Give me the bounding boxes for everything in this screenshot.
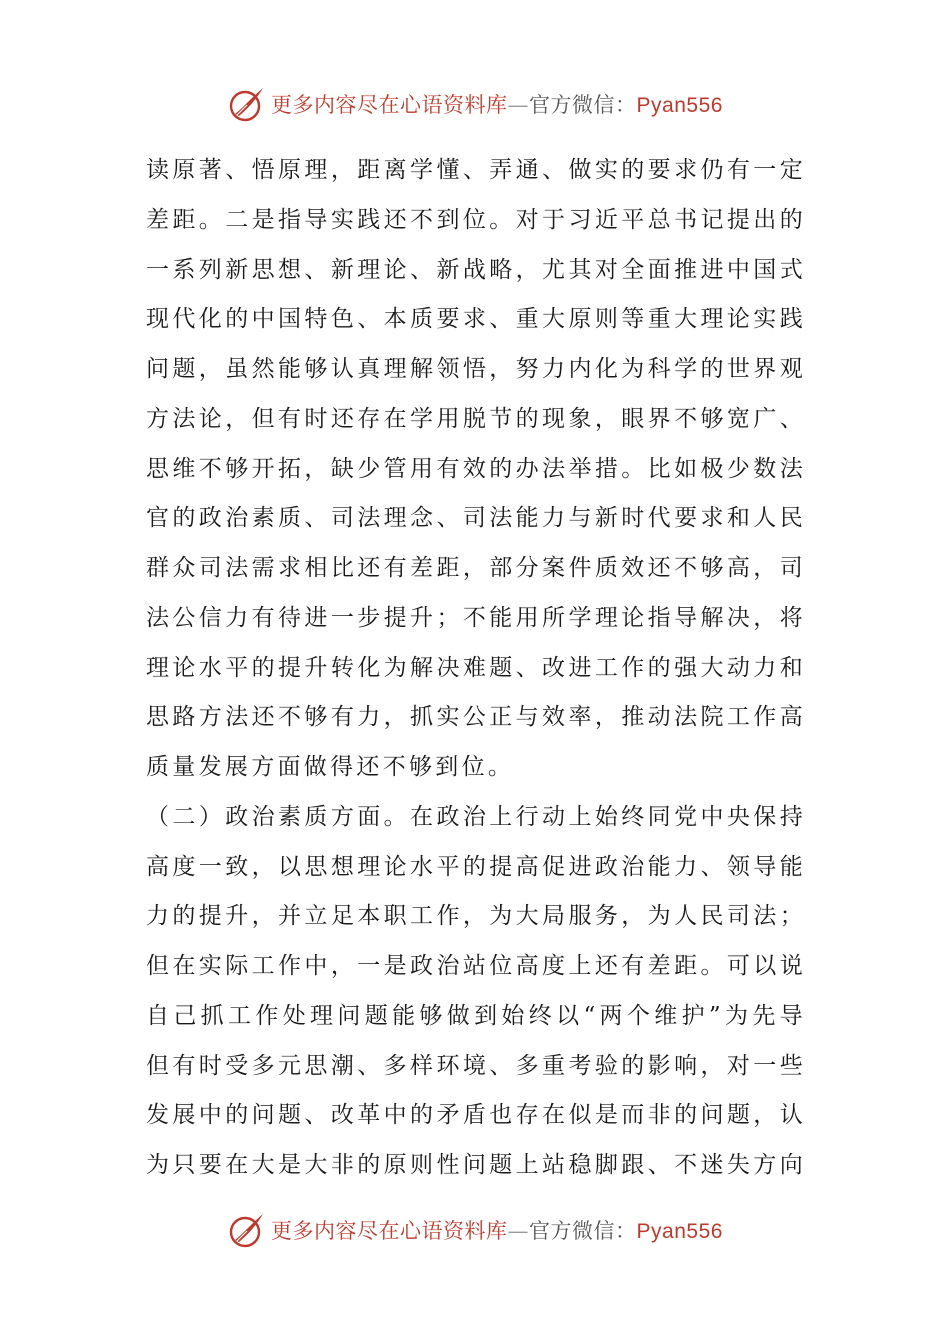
body-line: 差距。二是指导实践还不到位。对于习近平总书记提出的 xyxy=(146,206,806,233)
body-line: 官的政治素质、司法理念、司法能力与新时代要求和人民 xyxy=(146,505,806,532)
body-line: 理论水平的提升转化为解决难题、改进工作的强大动力和 xyxy=(146,654,806,681)
body-line: 高度一致，以思想理论水平的提高促进政治能力、领导能 xyxy=(146,853,806,880)
section-heading-line: （二）政治素质方面。在政治上行动上始终同党中央保持 xyxy=(146,803,806,830)
banner-dash: — xyxy=(507,93,530,117)
wechat-id: Pyan556 xyxy=(636,94,723,117)
brand-text: 更多内容尽在心语资料库 xyxy=(271,93,508,117)
header-banner-text xyxy=(271,89,723,119)
body-line: 读原著、悟原理，距离学懂、弄通、做实的要求仍有一定 xyxy=(146,157,806,183)
quill-pen-circle-icon xyxy=(227,84,267,124)
body-line: 群众司法需求相比还有差距，部分案件质效还不够高，司 xyxy=(146,555,806,581)
footer-banner xyxy=(0,1208,950,1252)
brand-text: 更多内容尽在心语资料库 xyxy=(271,1219,508,1243)
official-wechat-label: 官方微信： xyxy=(529,1219,637,1243)
body-line: 力的提升，并立足本职工作，为大局服务，为人民司法； xyxy=(146,903,806,930)
body-line: 思维不够开拓，缺少管用有效的办法举措。比如极少数法 xyxy=(146,455,806,482)
quill-pen-circle-icon xyxy=(227,1210,267,1250)
document-body xyxy=(146,146,806,1191)
body-line: 现代化的中国特色、本质要求、重大原则等重大理论实践 xyxy=(146,306,806,333)
body-line: 问题，虽然能够认真理解领悟，努力内化为科学的世界观 xyxy=(146,356,806,382)
body-line: 为只要在大是大非的原则性问题上站稳脚跟、不迷失方向 xyxy=(146,1152,806,1178)
official-wechat-label: 官方微信： xyxy=(529,93,637,117)
body-line: 但在实际工作中，一是政治站位高度上还有差距。可以说 xyxy=(146,953,806,979)
body-line: 但有时受多元思潮、多样环境、多重考验的影响，对一些 xyxy=(146,1052,806,1079)
body-line: 思路方法还不够有力，抓实公正与效率，推动法院工作高 xyxy=(146,704,806,731)
body-line: 发展中的问题、改革中的矛盾也存在似是而非的问题，认 xyxy=(146,1102,806,1129)
banner-dash: — xyxy=(507,1219,530,1243)
body-line: 一系列新思想、新理论、新战略，尤其对全面推进中国式 xyxy=(146,256,806,283)
body-line: 法公信力有待进一步提升；不能用所学理论指导解决，将 xyxy=(146,604,806,631)
header-banner xyxy=(0,82,950,126)
body-line: 方法论，但有时还存在学用脱节的现象，眼界不够宽广、 xyxy=(146,405,806,432)
wechat-id: Pyan556 xyxy=(636,1220,723,1243)
body-line-paragraph-end: 质量发展方面做得还不够到位。 xyxy=(146,754,515,780)
body-line: 自己抓工作处理问题能够做到始终以“两个维护”为先导 xyxy=(146,1002,806,1029)
footer-banner-text xyxy=(271,1215,723,1245)
